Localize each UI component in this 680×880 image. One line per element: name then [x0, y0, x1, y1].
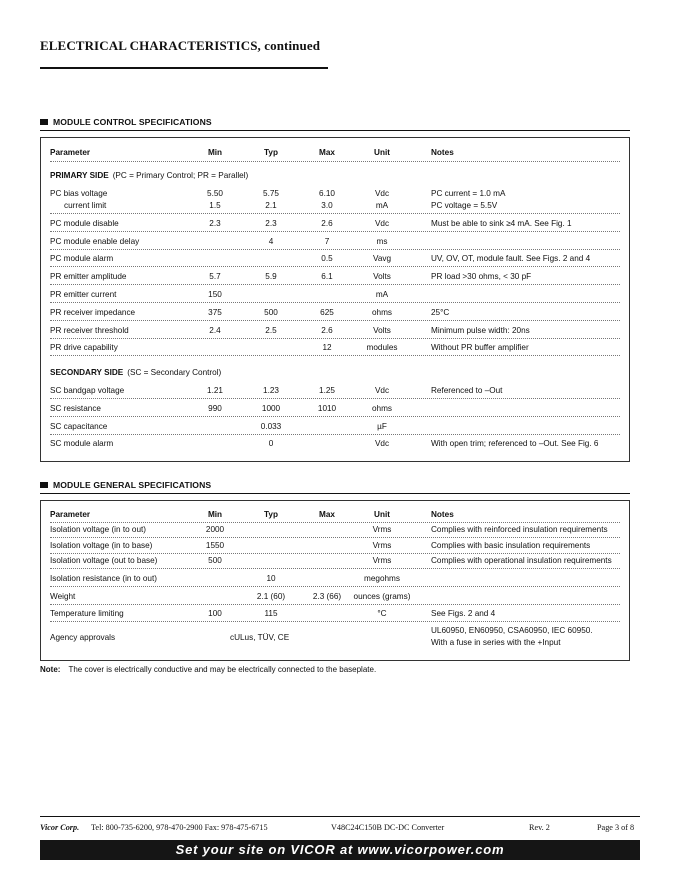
header-notes: Notes [431, 510, 454, 519]
header-max: Max [319, 148, 335, 157]
cell-param: SC capacitance [50, 422, 108, 431]
cell-typ: 115 [264, 609, 278, 618]
row-divider [50, 161, 620, 162]
cell-param: Temperature limiting [50, 609, 124, 618]
cell-unit: Vdc [374, 439, 390, 448]
cell-notes: Without PR buffer amplifier [431, 343, 529, 352]
cell-unit: µF [377, 422, 387, 431]
cell-min: 5.7 [209, 272, 221, 281]
cell-notes: 25°C [431, 308, 450, 317]
row-divider [50, 320, 620, 321]
cell-notes: With open trim; referenced to –Out. See Fig. 6 [431, 439, 599, 448]
footer-product: V48C24C150B DC-DC Converter [331, 823, 445, 832]
cell-max: 2.6 [321, 219, 333, 228]
cell-typ: 500 [264, 308, 278, 317]
header-unit: Unit [374, 148, 390, 157]
cell-param: PR drive capability [50, 343, 118, 352]
cell-notes: UV, OV, OT, module fault. See Figs. 2 and 4 [431, 254, 591, 263]
row-divider [50, 266, 620, 267]
header-notes: Notes [431, 148, 454, 157]
cell-typ: 2.3 [265, 219, 277, 228]
row-divider [50, 398, 620, 399]
row-divider [50, 416, 620, 417]
cell-typ: 1.23 [263, 386, 279, 395]
header-param: Parameter [50, 148, 91, 157]
cell-max: 7 [324, 237, 330, 246]
cell-unit: mA [375, 201, 389, 210]
row-divider [50, 231, 620, 232]
cell-param: PC module enable delay [50, 237, 140, 246]
header-max: Max [319, 510, 335, 519]
footer-rule [40, 816, 640, 817]
website-banner: Set your site on VICOR at www.vicorpower.com [40, 840, 640, 860]
row-divider [50, 522, 620, 523]
cell-param: current limit [64, 201, 107, 210]
general-section-rule [40, 493, 630, 494]
cell-max: 1.25 [319, 386, 335, 395]
header-min: Min [207, 148, 223, 157]
control-section-rule [40, 130, 630, 131]
control-spec-table [40, 137, 630, 462]
footer-company [40, 823, 79, 832]
primary-side-heading-label: PRIMARY SIDE [50, 171, 109, 180]
footer-page: Page 3 of 8 [597, 823, 635, 832]
cell-param: Isolation voltage (in to out) [50, 525, 147, 534]
cell-param: PR receiver impedance [50, 308, 136, 317]
cell-notes: See Figs. 2 and 4 [431, 609, 496, 618]
cell-param: Isolation voltage (out to base) [50, 556, 158, 565]
cell-max: 2.6 [321, 326, 333, 335]
cell-min: 1.5 [209, 201, 221, 210]
company-name: Vicor Corp. [40, 823, 80, 832]
row-divider [50, 537, 620, 538]
cell-max: 3.0 [321, 201, 333, 210]
cell-param: Isolation voltage (in to base) [50, 541, 153, 550]
cell-min: 5.50 [207, 189, 223, 198]
cell-min: 2.3 [209, 219, 221, 228]
cell-unit: Vrms [372, 541, 392, 550]
cell-typ: 0 [268, 439, 274, 448]
cell-min: 1550 [205, 541, 225, 550]
footer-contact: Tel: 800-735-6200, 978-470-2900 Fax: 978-475-6715 [91, 823, 268, 832]
page-title: ELECTRICAL CHARACTERISTICS, continued [40, 38, 321, 53]
cell-typ: 2.1 (60) [256, 592, 286, 601]
row-divider [50, 621, 620, 622]
cell-min: 150 [208, 290, 222, 299]
cell-unit: Vdc [374, 189, 390, 198]
cell-unit: mA [375, 290, 389, 299]
secondary-side-heading [50, 368, 221, 377]
cell-param: Weight [50, 592, 76, 601]
secondary-side-heading-label: SECONDARY SIDE [50, 368, 124, 377]
cell-agency-value: cULus, TÜV, CE [230, 633, 290, 642]
cell-unit: modules [366, 343, 398, 352]
cell-min: 500 [208, 556, 222, 565]
row-divider [50, 302, 620, 303]
header-typ: Typ [264, 510, 278, 519]
control-heading-text: MODULE CONTROL SPECIFICATIONS [53, 117, 212, 127]
header-param: Parameter [50, 510, 91, 519]
general-section-heading [40, 480, 211, 490]
cell-max: 6.1 [321, 272, 333, 281]
cell-unit: ounces (grams) [353, 592, 411, 601]
cell-typ: 10 [266, 574, 276, 583]
cell-param: PC module disable [50, 219, 119, 228]
cell-param: PC bias voltage [50, 189, 108, 198]
bullet-square-icon [40, 482, 48, 488]
cell-unit: megohms [364, 574, 400, 583]
row-divider [50, 604, 620, 605]
note-label: Note: [40, 665, 61, 674]
cell-param: PR emitter amplitude [50, 272, 127, 281]
header-min: Min [207, 510, 223, 519]
row-divider [50, 586, 620, 587]
cell-unit: Volts [373, 326, 391, 335]
cell-unit: ohms [371, 308, 393, 317]
row-divider [50, 568, 620, 569]
bullet-square-icon [40, 119, 48, 125]
primary-side-heading-desc: (PC = Primary Control; PR = Parallel) [112, 171, 249, 180]
cell-min: 375 [208, 308, 222, 317]
note-text: The cover is electrically conductive and may be electrically connected to the baseplate. [68, 665, 377, 674]
cell-unit: ohms [371, 404, 393, 413]
cell-min: 100 [208, 609, 222, 618]
cell-notes: Must be able to sink ≥4 mA. See Fig. 1 [431, 219, 572, 228]
cell-typ: 5.9 [265, 272, 277, 281]
control-section-heading [40, 117, 212, 127]
cell-param: PC module alarm [50, 254, 114, 263]
cell-max: 625 [320, 308, 334, 317]
cell-typ: 5.75 [263, 189, 279, 198]
row-divider [50, 213, 620, 214]
cell-unit: Vdc [374, 219, 390, 228]
cell-unit: Vdc [374, 386, 390, 395]
cell-typ: 2.5 [265, 326, 277, 335]
cell-param: PR emitter current [50, 290, 117, 299]
cell-min: 2.4 [209, 326, 221, 335]
cell-typ: 0.033 [260, 422, 282, 431]
header-unit: Unit [374, 510, 390, 519]
cell-notes: PC voltage = 5.5V [431, 201, 498, 210]
secondary-side-heading-desc: (SC = Secondary Control) [127, 368, 222, 377]
cell-unit: Vrms [372, 556, 392, 565]
title-rule [40, 67, 328, 69]
cell-min: 1.21 [207, 386, 223, 395]
cell-unit: Vavg [372, 254, 392, 263]
header-typ: Typ [264, 148, 278, 157]
cell-unit: ms [376, 237, 388, 246]
cell-max: 6.10 [319, 189, 335, 198]
general-heading-text: MODULE GENERAL SPECIFICATIONS [53, 480, 212, 490]
cell-notes: Complies with operational insulation requirements [431, 556, 612, 565]
primary-side-heading [50, 171, 248, 180]
row-divider [50, 284, 620, 285]
cell-max: 1010 [317, 404, 337, 413]
cell-notes: Complies with basic insulation requirements [431, 541, 591, 550]
cell-notes: UL60950, EN60950, CSA60950, IEC 60950. [431, 626, 593, 635]
cell-typ: 2.1 [265, 201, 277, 210]
cell-max: 2.3 (66) [312, 592, 342, 601]
cell-param: Isolation resistance (in to out) [50, 574, 157, 583]
row-divider [50, 338, 620, 339]
cell-notes: PC current = 1.0 mA [431, 189, 506, 198]
cell-unit: Volts [373, 272, 391, 281]
cell-min: 2000 [205, 525, 225, 534]
cell-param: SC module alarm [50, 439, 114, 448]
cell-notes: Referenced to –Out [431, 386, 503, 395]
row-divider [50, 434, 620, 435]
row-divider [50, 355, 620, 356]
cell-notes: PR load >30 ohms, < 30 pF [431, 272, 532, 281]
cell-param: SC resistance [50, 404, 101, 413]
cell-min: 990 [208, 404, 222, 413]
cell-typ: 4 [268, 237, 274, 246]
cell-max: 0.5 [321, 254, 333, 263]
cell-notes: Minimum pulse width: 20ns [431, 326, 530, 335]
cell-unit: Vrms [372, 525, 392, 534]
cell-param: Agency approvals [50, 633, 116, 642]
row-divider [50, 249, 620, 250]
cell-unit: °C [377, 609, 387, 618]
general-spec-table [40, 500, 630, 661]
cell-notes: With a fuse in series with the +Input [431, 638, 561, 647]
footnote [40, 665, 376, 674]
row-divider [50, 553, 620, 554]
cell-param: SC bandgap voltage [50, 386, 125, 395]
cell-notes: Complies with reinforced insulation requirements [431, 525, 608, 534]
cell-max: 12 [322, 343, 332, 352]
cell-param: PR receiver threshold [50, 326, 129, 335]
footer-rev: Rev. 2 [529, 823, 550, 832]
cell-typ: 1000 [261, 404, 281, 413]
